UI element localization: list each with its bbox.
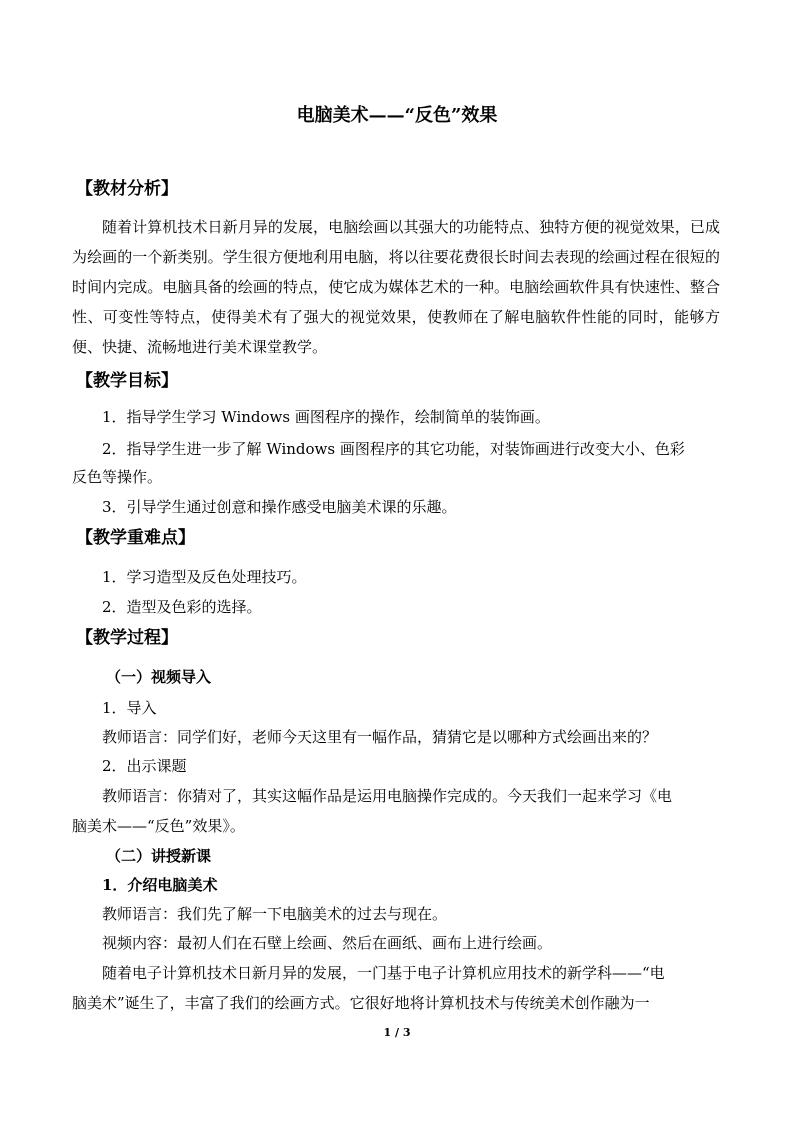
analysis-paragraph: 随着计算机技术日新月异的发展，电脑绘画以其强大的功能特点、独特方便的视觉效果，已成为绘画的一个新类别。学生很方便地利用电脑，将以往要花费很长时间去表现的绘画过程在很短的时间内完成。电脑具备的绘画的特点，使它成为媒体艺术的一种。电脑绘画软件具有快速性、整合性、可变性等特点，使得美术有了强大的视觉效果，使教师在了解电脑软件性能的同时，能够方便、快捷、流畅地进行美术课堂教学。 (72, 218, 720, 356)
goal-item-3: 3．引导学生通过创意和操作感受电脑美术课的乐趣。 (102, 498, 457, 516)
key-point-item-1: 1．学习造型及反色处理技巧。 (102, 568, 307, 586)
section-heading-key-points: 【教学重难点】 (76, 528, 195, 548)
goal-item-2-line-1: 2．指导学生进一步了解 Windows 画图程序的其它功能，对装饰画进行改变大小、色彩 (102, 440, 685, 458)
teacher-line-3: 教师语言：我们先了解一下电脑美术的过去与现在。 (102, 905, 448, 923)
teacher-line-1: 教师语言：同学们好，老师今天这里有一幅作品，猜猜它是以哪种方式绘画出来的？ (102, 728, 658, 746)
closing-paragraph-line-2: 脑美术”诞生了，丰富了我们的绘画方式。它很好地将计算机技术与传统美术创作融为一 (72, 994, 650, 1012)
teacher-line-2-part-2: 脑美术——“反色”效果》。 (72, 817, 245, 835)
document-title: 电脑美术——“反色”效果 (296, 105, 498, 126)
goal-item-2-line-2: 反色等操作。 (72, 468, 163, 486)
process-part-1-heading: （一）视频导入 (106, 668, 212, 686)
process-sub-1-heading: 1．介绍电脑美术 (102, 876, 218, 894)
section-heading-goals: 【教学目标】 (76, 371, 178, 391)
process-step-1: 1．导入 (102, 699, 157, 717)
process-part-2-heading: （二）讲授新课 (106, 847, 212, 865)
key-point-item-2: 2．造型及色彩的选择。 (102, 598, 262, 616)
section-heading-process: 【教学过程】 (76, 628, 178, 648)
closing-paragraph-line-1: 随着电子计算机技术日新月异的发展，一门基于电子计算机应用技术的新学科——“电 (102, 964, 665, 982)
video-content-line: 视频内容：最初人们在石壁上绘画、然后在画纸、画布上进行绘画。 (102, 934, 553, 952)
goal-item-1: 1．指导学生学习 Windows 画图程序的操作，绘制简单的装饰画。 (102, 408, 550, 426)
teacher-line-2-part-1: 教师语言：你猜对了，其实这幅作品是运用电脑操作完成的。今天我们一起来学习《电 (102, 787, 673, 805)
process-step-2: 2．出示课题 (102, 757, 187, 775)
section-heading-analysis: 【教材分析】 (76, 179, 178, 199)
page-number: 1 / 3 (383, 1026, 411, 1039)
